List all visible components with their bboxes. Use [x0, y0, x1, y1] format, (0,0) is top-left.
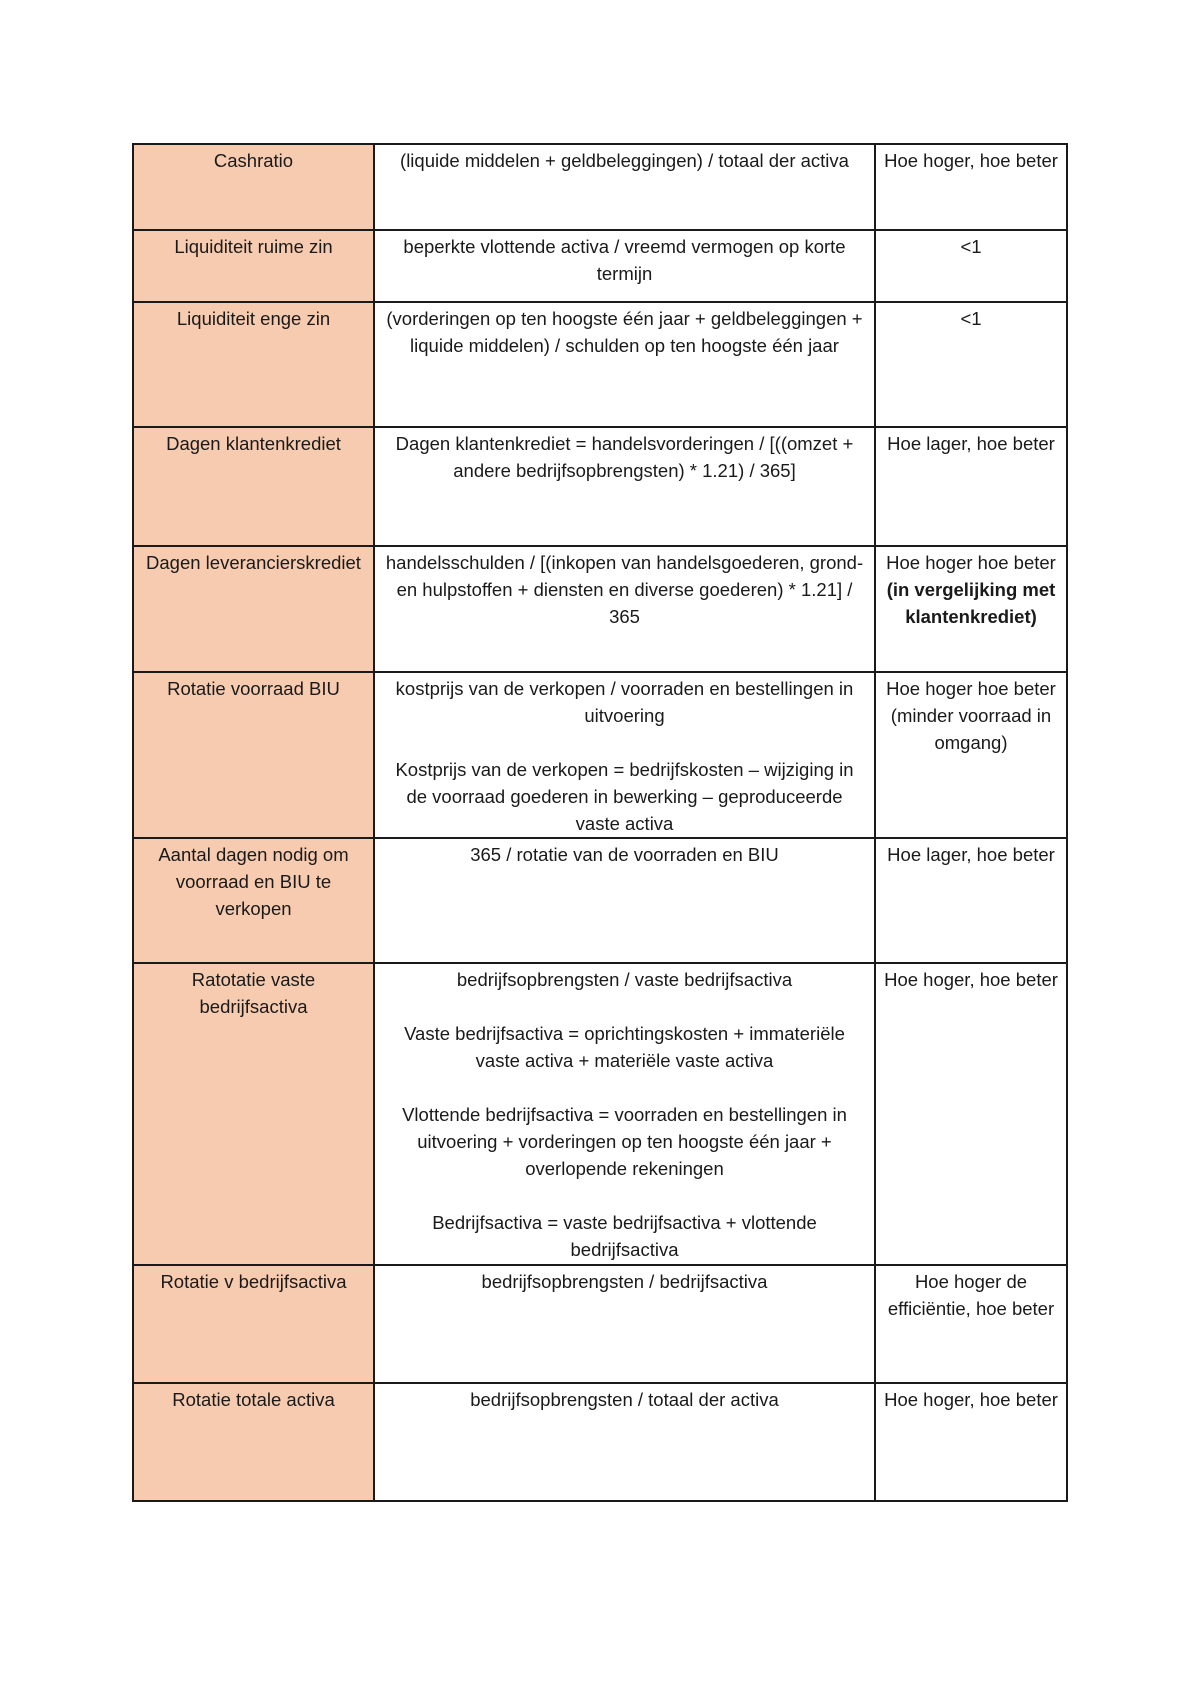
- ratio-formula: [374, 963, 875, 1265]
- table-row: [133, 230, 1067, 302]
- ratio-formula: [374, 1383, 875, 1501]
- table-row: [133, 302, 1067, 427]
- ratio-formula: [374, 144, 875, 230]
- table-row: [133, 144, 1067, 230]
- formula-text: bedrijfsopbrengsten / totaal der activa: [470, 1389, 779, 1410]
- ratio-name: Rotatie voorraad BIU: [133, 672, 374, 838]
- ratio-name: Rotatie v bedrijfsactiva: [133, 1265, 374, 1383]
- formula-text: bedrijfsopbrengsten / vaste bedrijfsactiva: [456, 969, 793, 990]
- formula-text: Vlottende bedrijfsactiva = voorraden en bestellingen in uitvoering + vorderingen op ten hoogste één jaar + overlopende rekeningen: [402, 1104, 847, 1179]
- formula-text: Kostprijs van de verkopen = bedrijfskosten – wijziging in de voorraad goederen in bewerking – geproduceerde vaste activa: [395, 759, 854, 834]
- evaluation-text: Hoe hoger hoe beter: [886, 552, 1056, 573]
- ratio-table: [132, 143, 1068, 1502]
- ratio-formula: [374, 427, 875, 546]
- formula-text: Dagen klantenkrediet = handelsvorderingen / [((omzet + andere bedrijfsopbrengsten) * 1.21) / 365]: [395, 433, 854, 481]
- formula-text: kostprijs van de verkopen / voorraden en bestellingen in uitvoering: [395, 678, 854, 726]
- table-row: [133, 838, 1067, 963]
- ratio-formula: [374, 672, 875, 838]
- ratio-evaluation: Hoe hoger de efficiëntie, hoe beter: [875, 1265, 1067, 1383]
- ratio-name: Rotatie totale activa: [133, 1383, 374, 1501]
- ratio-formula: [374, 302, 875, 427]
- ratio-formula: [374, 1265, 875, 1383]
- ratio-name: Dagen leverancierskrediet: [133, 546, 374, 672]
- formula-text: Bedrijfsactiva = vaste bedrijfsactiva + vlottende bedrijfsactiva: [432, 1212, 817, 1260]
- formula-text: Vaste bedrijfsactiva = oprichtingskosten + immateriële vaste activa + materiële vaste activa: [404, 1023, 845, 1071]
- ratio-evaluation: Hoe hoger, hoe beter: [875, 963, 1067, 1265]
- ratio-name: Cashratio: [133, 144, 374, 230]
- ratio-name: Liquiditeit ruime zin: [133, 230, 374, 302]
- formula-text: beperkte vlottende activa / vreemd vermogen op korte termijn: [403, 236, 846, 284]
- formula-text: handelsschulden / [(inkopen van handelsgoederen, grond- en hulpstoffen + diensten en diverse goederen) * 1.21] / 365: [385, 552, 864, 627]
- ratio-evaluation: [875, 546, 1067, 672]
- table-row: [133, 546, 1067, 672]
- ratio-formula: [374, 546, 875, 672]
- ratio-evaluation: Hoe hoger, hoe beter: [875, 144, 1067, 230]
- ratio-evaluation: <1: [875, 230, 1067, 302]
- ratio-formula: [374, 838, 875, 963]
- formula-text: (vorderingen op ten hoogste één jaar + geldbeleggingen + liquide middelen) / schulden op ten hoogste één jaar: [386, 308, 863, 356]
- ratio-name: Liquiditeit enge zin: [133, 302, 374, 427]
- table-row: [133, 1383, 1067, 1501]
- table-row: [133, 672, 1067, 838]
- ratio-evaluation: Hoe hoger hoe beter (minder voorraad in omgang): [875, 672, 1067, 838]
- ratio-name: Aantal dagen nodig om voorraad en BIU te verkopen: [133, 838, 374, 963]
- ratio-evaluation: Hoe lager, hoe beter: [875, 427, 1067, 546]
- ratio-evaluation: Hoe hoger, hoe beter: [875, 1383, 1067, 1501]
- formula-text: 365 / rotatie van de voorraden en BIU: [470, 844, 779, 865]
- table-row: [133, 1265, 1067, 1383]
- ratio-evaluation: Hoe lager, hoe beter: [875, 838, 1067, 963]
- ratio-formula: [374, 230, 875, 302]
- formula-text: bedrijfsopbrengsten / bedrijfsactiva: [481, 1271, 768, 1292]
- ratio-name: Dagen klantenkrediet: [133, 427, 374, 546]
- table-row: [133, 427, 1067, 546]
- evaluation-emphasis: (in vergelijking met klantenkrediet): [886, 579, 1056, 627]
- ratio-name: Ratotatie vaste bedrijfsactiva: [133, 963, 374, 1265]
- ratio-evaluation: <1: [875, 302, 1067, 427]
- table-row: [133, 963, 1067, 1265]
- formula-text: (liquide middelen + geldbeleggingen) / totaal der activa: [400, 150, 849, 171]
